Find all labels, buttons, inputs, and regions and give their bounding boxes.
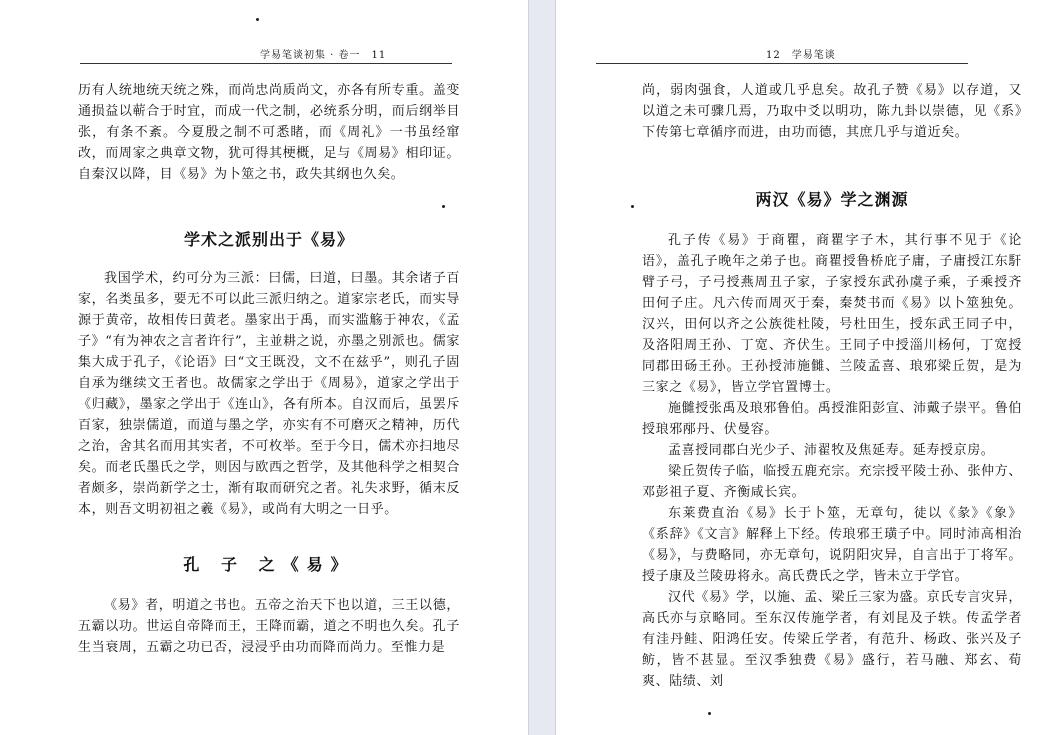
han-paragraph: 孔子传《易》于商瞿，商瞿字子木，其行事不见于《论语》，盖孔子晚年之弟子也。商瞿授鲁桥庇子庸，子庸授江东馯臂子弓，子弓授燕周丑子家，子家授东武孙虞子乘，子乘授齐田何子庄。凡六传而周灭于秦，秦焚书而《易》以卜筮独免。汉兴，田何以齐之公族徙杜陵，号杜田生，授东武王同子中，及洛阳周王孙、丁宽、齐伏生。王同子中授淄川杨何，丁宽授同郡田砀王孙。王孙授沛施雠、兰陵孟喜、琅邪梁丘贺，是为三家之《易》，皆立学官置博士。 — [642, 233, 1022, 395]
page-gutter — [528, 0, 556, 735]
left-page-header: 学易笔谈初集 · 卷一 11 — [260, 50, 387, 61]
han-paragraph: 施雠授张禹及琅邪鲁伯。禹授淮阳彭宣、沛戴子崇平。鲁伯授琅邪邴丹、伏曼容。 — [642, 401, 1022, 437]
scan-speck — [631, 205, 634, 208]
left-intro-paragraph: 历有人统地统天统之殊，而尚忠尚质尚文，亦各有所专重。盖变通损益以蕲合于时宜，而成一代之制，必统系分明，而后纲举目张，有条不紊。今夏殷之制不可悉睹，而《周礼》一书虽经窜改，而周家之典章文物，犹可得其梗概，足与《周易》相印证。自秦汉以降，目《易》为卜筮之书，政失其纲也久矣。 — [78, 83, 460, 182]
scan-speck — [256, 18, 259, 21]
scan-speck — [442, 205, 445, 208]
left-page-body — [78, 80, 460, 658]
han-paragraph: 汉代《易》学，以施、孟、梁丘三家为盛。京氏专言灾异，高氏亦与京略同。至东汉传施学者，有刘昆及子轶。传孟学者有洼丹鲑、阳鸿任安。传梁丘学者，有范升、杨政、张兴及子鲂，皆不甚显。至汉季独费《易》盛行，若马融、郑玄、荀爽、陆绩、刘 — [642, 590, 1022, 689]
right-page-header: 12 学易笔谈 — [766, 50, 836, 61]
right-page-body — [642, 80, 1022, 692]
han-paragraph: 东莱费直治《易》长于卜筮，无章句，徒以《彖》《象》《系辞》《文言》解释上下经。传琅邪王璜子中。同时沛高相治《易》，与费略同，亦无章句，说阴阳灾异，自言出于丁将军。授子康及兰陵毋将永。高氏费氏之学，皆未立于学官。 — [642, 506, 1022, 584]
scan-speck — [708, 712, 711, 715]
section-title-schools: 学术之派别出于《易》 — [183, 230, 354, 249]
right-intro-paragraph: 尚，弱肉强食，人道或几乎息矣。故孔子赞《易》以存道，又以道之未可骤几焉，乃取中爻以明功，陈九卦以崇德，见《系》下传第七章循序而进，由功而德，其庶几乎与道近矣。 — [642, 83, 1022, 140]
han-paragraph: 孟喜授同郡白光少子、沛翟牧及焦延寿。延寿授京房。 — [668, 443, 995, 458]
left-page — [0, 0, 528, 735]
schools-paragraph: 我国学术，约可分为三派：曰儒，曰道，曰墨。其余诸子百家，名类虽多，要无不可以此三派归纳之。道家宗老氏，而实导源于黄帝，故相传曰黄老。墨家出于禹，而实滥觞于神农，《孟子》“有为神农之言者许行”，主並耕之说，亦墨之别派也。儒家集大成于孔子，《论语》曰“文王既没，文不在兹乎”，则孔子固自承为继续文王者也。故儒家之学出于《周易》，道家之学出于《归藏》，墨家之学出于《连山》，各有所本。自汉而后，虽罢斥百家，独崇儒道，而道与墨之学，亦实有不可磨灭之精神，历代之治，舍其名而用其实者，不可枚举。至于今日，儒术亦扫地尽矣。而老氏墨氏之学，则因与欧西之哲学，及其他科学之相契合者颇多，崇尚新学之士，渐有取而研究之者。礼失求野，循末反本，则吾文明初祖之羲《易》，或尚有大明之一日乎。 — [78, 271, 460, 517]
right-page — [556, 0, 1060, 735]
section-title-han-yi: 两汉《易》学之渊源 — [755, 190, 909, 209]
section-title-confucius: 孔 子 之《易》 — [183, 555, 355, 574]
confucius-paragraph: 《易》者，明道之书也。五帝之治天下也以道，三王以德，五霸以功。世运自帝降而王，王降而霸，道之不明也久矣。孔子生当衰周，五霸之功已否，浸浸乎由功而降而尚力。至惟力是 — [78, 598, 460, 655]
han-paragraph: 梁丘贺传子临，临授五鹿充宗。充宗授平陵士孙、张仲方、邓彭祖子夏、齐衡咸长宾。 — [642, 464, 1022, 500]
right-header-rule — [596, 63, 968, 64]
left-header-rule — [80, 63, 452, 64]
